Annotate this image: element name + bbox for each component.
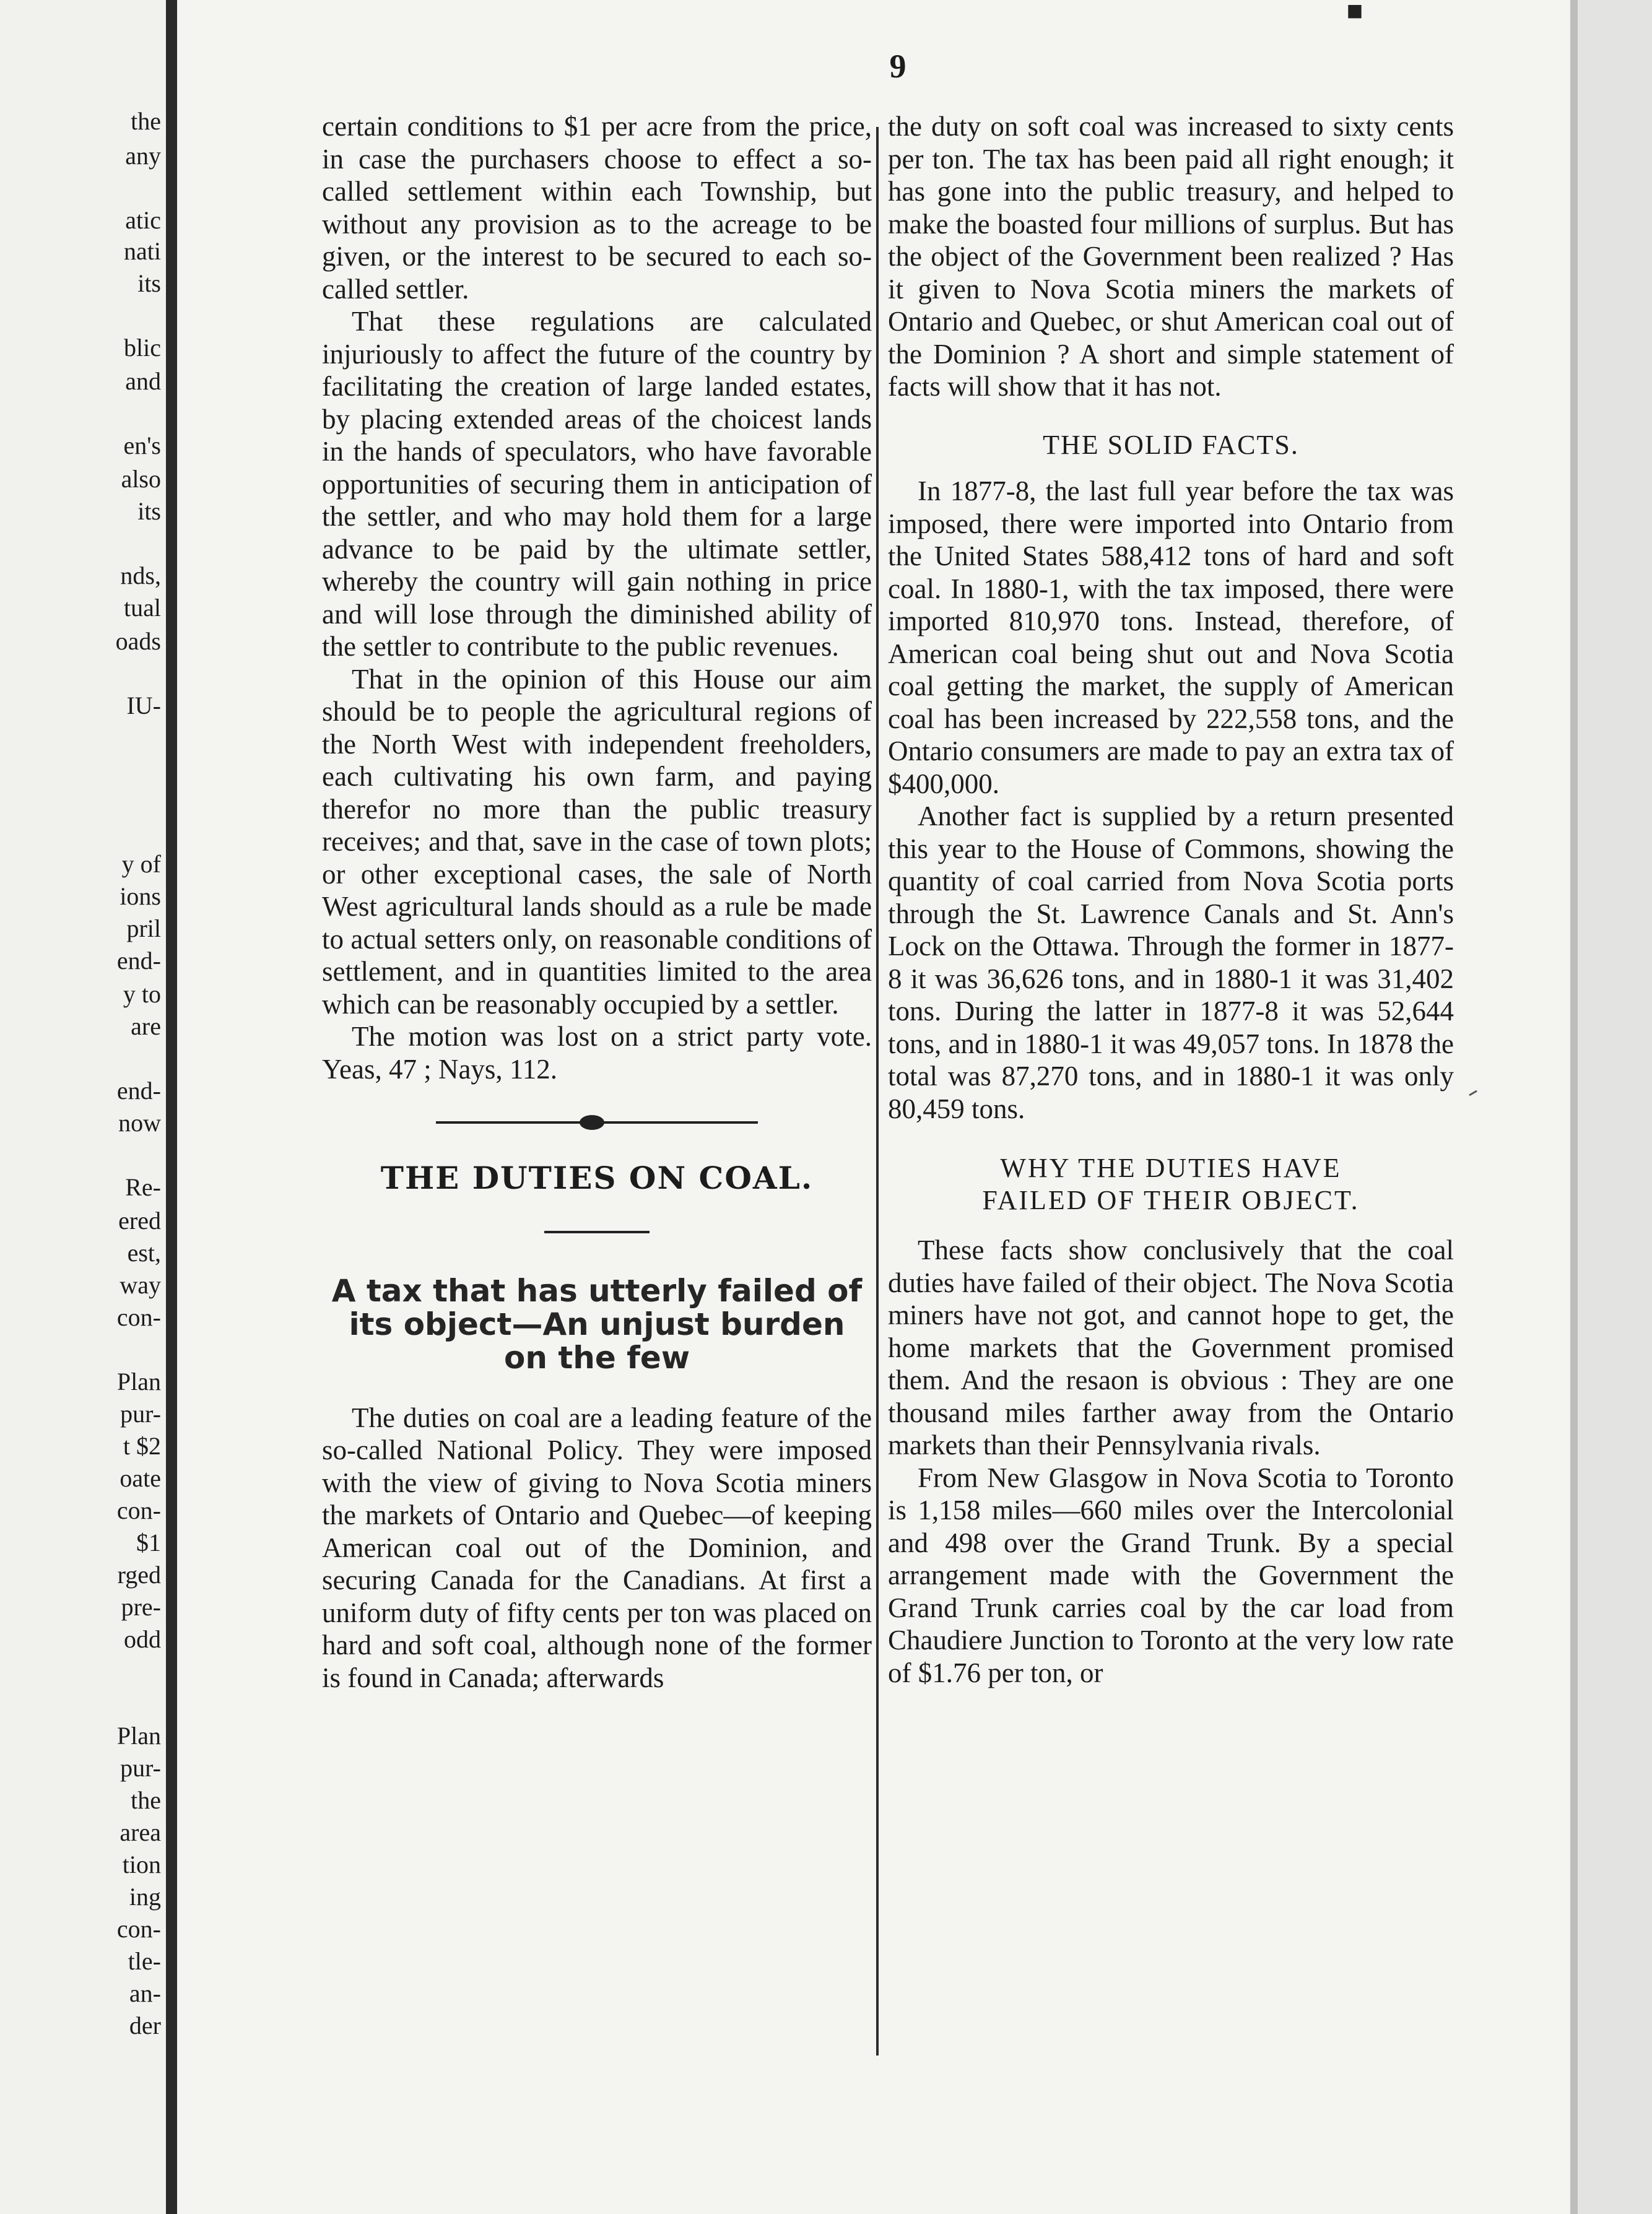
paragraph: These facts show conclusively that the coal duties have failed of their object. The Nova Scotia miners have not got, and cannot hope to get, the home markets that the Government promised them. And the resaon is obvious : They are one thousand miles farther away from the Ontario markets than their Pennsylvania rivals. [888, 1235, 1454, 1461]
margin-fragment: est, [127, 1239, 161, 1267]
margin-fragment: pur- [120, 1754, 161, 1782]
margin-fragment: oate [120, 1464, 161, 1492]
paragraph: From New Glasgow in Nova Scotia to Toronto is 1,158 miles—660 miles over the Intercolonial and 498 over the Grand Trunk. By a special arrangement made with the Government the Grand Trunk carries coal by the car load from Chaudiere Junction to Toronto at the very low rate of $1.76 per ton, or [888, 1462, 1454, 1688]
margin-fragment: oads [115, 627, 161, 655]
paragraph: Another fact is supplied by a return presented this year to the House of Commons, showing the quantity of coal carried from Nova Scotia ports through the St. Lawrence Canals and St. Ann's Lock on the Ottawa. Through the former in 1877-8 it was 36,626 tons, and in 1880-1 it was 31,402 tons. During the latter in 1877-8 it was 52,644 tons, and in 1880-1 it was 49,057 tons. In 1878 the total was 87,270 tons, and in 1880-1 it was only 80,459 tons. [888, 801, 1454, 1124]
column-divider [876, 127, 879, 2056]
section-heading [888, 1152, 1454, 1217]
section-heading-line: WHY THE DUTIES HAVE [1000, 1153, 1342, 1183]
adjacent-page-margin [0, 0, 166, 2214]
margin-fragment: con- [116, 1496, 161, 1524]
paragraph: the duty on soft coal was increased to sixty cents per ton. The tax has been paid all right enough; it has gone into the public treasury, and helped to make the boasted four millions of surplus. But has the object of the Government been realized ? Has it given to Nova Scotia miners the markets of Ontario and Quebec, or shut American coal out of the Dominion ? A short and simple statement of facts will show that it has not. [888, 111, 1454, 402]
margin-fragment: blic [124, 334, 161, 362]
margin-fragment: the [131, 107, 161, 135]
corner-mark: ■ [1346, 0, 1363, 20]
page-edge-shadow [1570, 0, 1578, 2214]
margin-fragment: an- [129, 1979, 161, 2007]
margin-fragment: ered [118, 1207, 161, 1235]
margin-fragment: now [118, 1109, 161, 1137]
margin-fragment: also [121, 465, 161, 493]
margin-fragment: pur- [120, 1400, 161, 1428]
paragraph: That these regulations are calculated injuriously to affect the future of the country by facilitating the creation of large landed estates, by placing extended areas of the choicest lands in the hands of speculators, who have favorable opportunities of securing them in anticipation of the settler, and who may hold them for a large advance to be paid by the ultimate settler, whereby the country will gain nothing in price and will lose through the diminished ability of the settler to contribute to the public revenues. [322, 306, 872, 662]
stray-mark [1469, 1090, 1477, 1096]
left-column [322, 110, 872, 1694]
margin-fragment: tle- [128, 1947, 161, 1975]
article-subheadline: A tax that has utterly failed of its object—An unjust burden on the few [331, 1272, 863, 1376]
right-column [888, 110, 1454, 1689]
margin-fragment: y of [121, 850, 161, 878]
margin-fragment: end- [116, 1077, 161, 1105]
margin-fragment: odd [124, 1625, 161, 1653]
article-headline: THE DUTIES ON COAL. [380, 1160, 814, 1196]
margin-fragment: Plan [116, 1722, 161, 1750]
margin-fragment: ions [120, 882, 161, 910]
margin-fragment: tion [122, 1851, 161, 1878]
margin-fragment: en's [123, 432, 161, 459]
margin-fragment: con- [116, 1915, 161, 1943]
paragraph: The motion was lost on a strict party vote. Yeas, 47 ; Nays, 112. [322, 1021, 872, 1085]
margin-fragment: atic [125, 206, 161, 234]
margin-fragment: the [131, 1786, 161, 1814]
margin-fragment: nati [124, 237, 161, 265]
margin-fragment: nds, [120, 562, 161, 589]
binding-edge [166, 0, 177, 2214]
margin-fragment: and [125, 367, 161, 395]
paragraph: That in the opinion of this House our aim should be to people the agricultural regions of the North West with independent freeholders, each cultivating his own farm, and paying therefor no more than the public treasury receives; and that, save in the case of town plots; or other exceptional cases, the sale of North West agricultural lands should as a rule be made to actual setters only, on reasonable conditions of settlement, and in quantities limited to the area which can be reasonably occupied by a settler. [322, 663, 872, 1020]
margin-fragment: Re- [125, 1173, 161, 1201]
scanner-margin [1578, 0, 1652, 2214]
margin-fragment: end- [116, 947, 161, 975]
margin-fragment: IU- [126, 692, 161, 719]
paragraph: In 1877-8, the last full year before the tax was imposed, there were imported into Ontario from the United States 588,412 tons of hard and soft coal. In 1880-1, with the tax imposed, there were imported 810,970 tons. Instead, therefore, of American coal being shut out and Nova Scotia coal getting the market, the supply of American coal has been increased by 222,558 tons, and the Ontario consumers are made to pay an extra tax of $400,000. [888, 475, 1454, 799]
page-number: 9 [889, 48, 906, 85]
margin-fragment: area [120, 1818, 161, 1846]
margin-fragment: der [129, 2012, 161, 2039]
margin-fragment: pre- [121, 1593, 161, 1621]
ornamental-divider [436, 1121, 758, 1124]
margin-fragment: y to [123, 980, 161, 1008]
margin-fragment: are [131, 1012, 161, 1040]
section-heading: THE SOLID FACTS. [1043, 429, 1299, 460]
margin-fragment: $1 [136, 1529, 161, 1556]
margin-fragment: tual [124, 594, 161, 622]
margin-fragment: rged [117, 1561, 161, 1589]
margin-fragment: ing [129, 1883, 161, 1911]
short-divider [544, 1231, 650, 1233]
paragraph: certain conditions to $1 per acre from the price, in case the purchasers choose to effect a so-called settlement within each Township, but without any provision as to the acreage to be given, or the interest to be secured to each so-called settler. [322, 111, 872, 305]
margin-fragment: pril [126, 914, 161, 942]
paragraph: The duties on coal are a leading feature of the so-called National Policy. They were imposed with the view of giving to Nova Scotia miners the markets of Ontario and Quebec—of keeping American coal out of the Dominion, and securing Canada for the Canadians. At first a uniform duty of fifty cents per ton was placed on hard and soft coal, although none of the former is found in Canada; afterwards [322, 1402, 872, 1693]
margin-fragment: con- [116, 1303, 161, 1331]
section-heading-line: FAILED OF THEIR OBJECT. [982, 1185, 1360, 1215]
margin-fragment: way [120, 1271, 161, 1299]
margin-fragment: Plan [116, 1368, 161, 1396]
margin-fragment: any [125, 142, 161, 170]
margin-fragment: its [137, 269, 161, 297]
margin-fragment: its [137, 497, 161, 525]
margin-fragment: t $2 [123, 1432, 161, 1460]
